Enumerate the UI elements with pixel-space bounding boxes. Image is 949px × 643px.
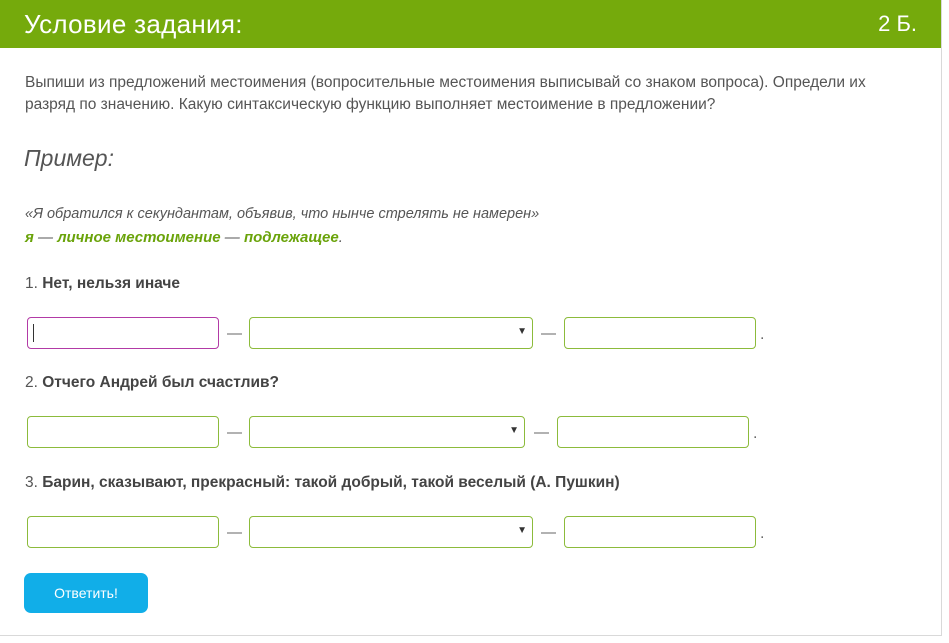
question-number: 3. xyxy=(25,474,43,491)
text-caret xyxy=(33,324,34,342)
q1-pronoun-input[interactable] xyxy=(27,317,219,349)
sentence-period: . xyxy=(760,525,765,542)
separator-dash: — xyxy=(227,524,242,541)
question-text: Отчего Андрей был счастлив? xyxy=(42,374,280,391)
question-1-label xyxy=(25,275,180,293)
example-pronoun: я xyxy=(25,229,34,246)
question-3-label xyxy=(25,474,620,492)
q2-pronoun-input[interactable] xyxy=(27,416,219,448)
q3-category-select[interactable] xyxy=(249,516,533,548)
question-2-label xyxy=(25,374,279,392)
example-separator: — xyxy=(33,229,58,246)
dropdown-arrow-icon: ▼ xyxy=(517,326,527,337)
q2-category-select[interactable] xyxy=(249,416,525,448)
question-text: Барин, сказывают, прекрасный: такой добрый, такой веселый (А. Пушкин) xyxy=(42,474,620,491)
dropdown-arrow-icon: ▼ xyxy=(509,425,519,436)
example-separator: — xyxy=(220,229,244,246)
example-heading: Пример: xyxy=(24,145,114,171)
question-text: Нет, нельзя иначе xyxy=(42,275,181,292)
example-function: подлежащее xyxy=(243,229,339,246)
q2-function-input[interactable] xyxy=(557,416,749,448)
q1-function-input[interactable] xyxy=(564,317,756,349)
sentence-period: . xyxy=(753,425,758,442)
task-title: Условие задания: xyxy=(24,9,243,39)
dropdown-arrow-icon: ▼ xyxy=(517,525,527,536)
example-quote: «Я обратился к секундантам, объявив, что нынче стрелять не намерен» xyxy=(25,206,540,222)
separator-dash: — xyxy=(227,424,242,441)
q1-category-select[interactable] xyxy=(249,317,533,349)
question-number: 2. xyxy=(25,374,43,391)
task-instruction: Выпиши из предложений местоимения (вопросительные местоимения выписывай со знаком вопроса). Определи их разряд по значению. Какую синтаксическую функцию выполняет местоимение в предложении? xyxy=(25,74,866,113)
q3-function-input[interactable] xyxy=(564,516,756,548)
question-number: 1. xyxy=(25,275,43,292)
task-header xyxy=(0,0,941,48)
example-end: . xyxy=(338,229,343,246)
example-answer xyxy=(25,229,343,246)
separator-dash: — xyxy=(227,325,242,342)
sentence-period: . xyxy=(760,326,765,343)
separator-dash: — xyxy=(541,325,556,342)
submit-answer-button[interactable]: Ответить! xyxy=(24,573,148,613)
task-points: 2 Б. xyxy=(878,11,917,36)
example-category: личное местоимение xyxy=(57,229,221,246)
separator-dash: — xyxy=(541,524,556,541)
separator-dash: — xyxy=(534,424,549,441)
q3-pronoun-input[interactable] xyxy=(27,516,219,548)
